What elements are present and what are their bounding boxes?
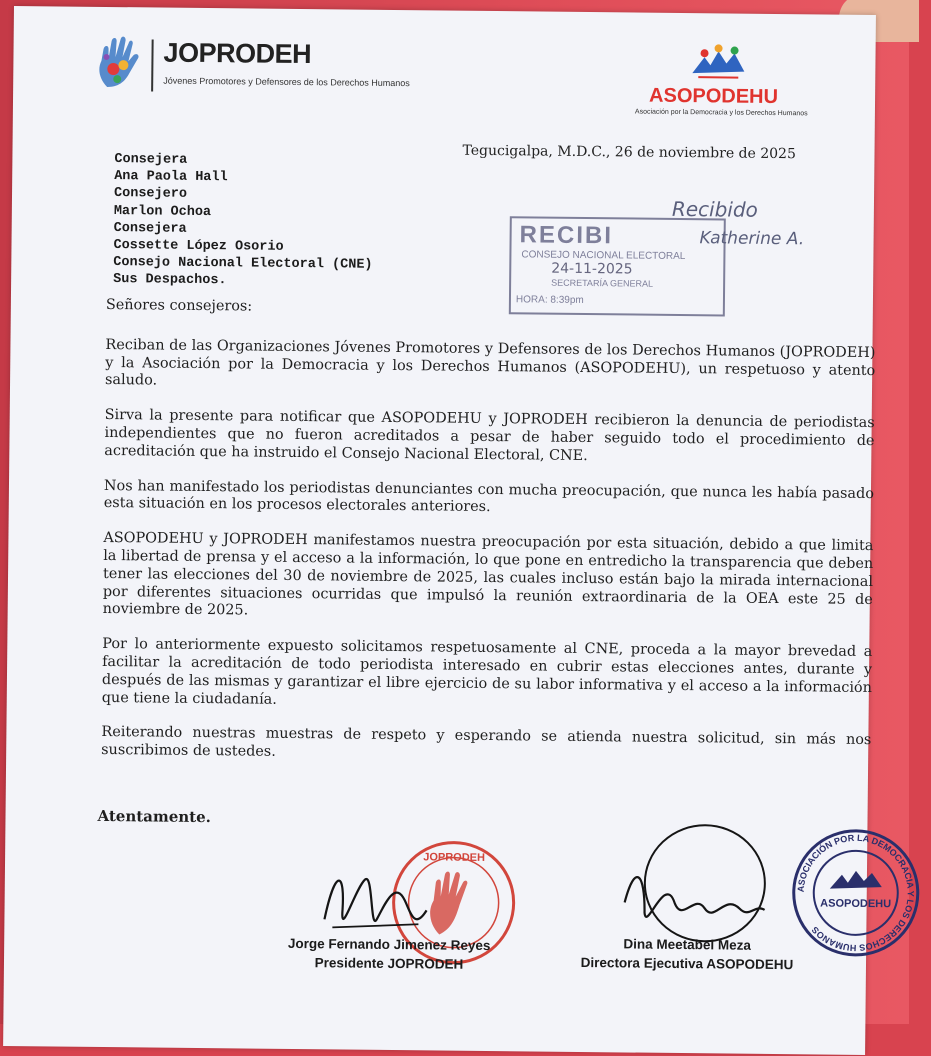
joprodeh-logo bbox=[93, 35, 494, 109]
joprodeh-name: JOPRODEH bbox=[163, 37, 312, 70]
addressee-line: Consejero bbox=[113, 186, 188, 203]
signatory-name: Jorge Fernando Jimenez Reyes bbox=[287, 935, 491, 954]
addressee-line: Sus Despachos. bbox=[113, 272, 227, 289]
joprodeh-subtitle: Jóvenes Promotores y Defensores de los Derechos Humanos bbox=[163, 75, 410, 89]
body-paragraph: ASOPODEHU y JOPRODEH manifestamos nuestra preocupación por esta situación, debido a que limita la libertad de prensa y el acceso a la información, lo que pone en entredicho la transparencia que deben tener las elecciones del 30 de noviembre de 2025, las cuales incluso están bajo la mirada internacional por diferentes situaciones ocurridas que impulsó la reunión extraordinaria de la OEA este 25 de noviembre de 2025. bbox=[102, 530, 874, 619]
letter-page bbox=[3, 6, 916, 1055]
addressee-line: Consejera bbox=[114, 152, 188, 168]
addressee-line: Marlon Ochoa bbox=[113, 203, 212, 220]
signatory-title: Presidente JOPRODEH bbox=[314, 955, 464, 972]
stamp-hour: HORA: 8:39pm bbox=[515, 294, 584, 306]
body-paragraph: Sirva la presente para notificar que ASOPODEHU y JOPRODEH recibieron la denuncia de periodistas independientes que no fueron acreditados a pesar de haber seguido todo el procedimiento de acreditación que ha instruido el Consejo Nacional Electoral, CNE. bbox=[104, 407, 875, 464]
signatory-right bbox=[552, 934, 822, 975]
addressee-line: Ana Paola Hall bbox=[114, 169, 228, 186]
logo-divider bbox=[151, 39, 154, 91]
blue-seal-ring-text: ASOCIACIÓN POR LA DEMOCRACIA Y LOS DERECHOS HUMANOS bbox=[795, 832, 916, 953]
letter-date: Tegucigalpa, M.D.C., 26 de noviembre de 2025 bbox=[462, 142, 797, 163]
addressee-block bbox=[113, 151, 374, 291]
blue-seal-label: ASOPODEHU bbox=[820, 897, 892, 911]
red-seal-label: JOPRODEH bbox=[423, 851, 486, 864]
asopodehu-logo bbox=[633, 42, 824, 124]
salutation: Señores consejeros: bbox=[105, 296, 253, 315]
asopodehu-name: ASOPODEHU bbox=[648, 84, 779, 109]
asopodehu-subtitle: Asociación por la Democracia y los Derechos Humanos bbox=[634, 108, 808, 118]
addressee-line: Consejera bbox=[113, 220, 187, 237]
body-paragraph: Por lo anteriormente expuesto solicitamos respetuosamente al CNE, proceda a la mayor brevedad a facilitar la acreditación de todo periodista interesado en cubrir estas elecciones antes, durante y después de las mismas y garantizar el libre ejercicio de su labor informativa y el acceso a la información que tiene la ciudadanía. bbox=[101, 636, 873, 708]
painted-hand-icon bbox=[93, 35, 146, 92]
letter-body bbox=[101, 297, 876, 785]
stamp-institution: CONSEJO NACIONAL ELECTORAL bbox=[521, 249, 686, 263]
body-paragraph: Reiterando nuestras muestras de respeto y esperando se atienda nuestra solicitud, sin más nos suscribimos de ustedes. bbox=[101, 724, 872, 760]
body-paragraph: Nos han manifestado los periodistas denunciantes con mucha preocupación, que nunca les había pasado esta situación en los procesos electorales anteriores. bbox=[103, 477, 875, 516]
stamp-title: RECIBI bbox=[519, 221, 614, 250]
handwritten-received-note: Recibido bbox=[671, 196, 758, 222]
stamp-department: SECRETARÍA GENERAL bbox=[551, 277, 654, 289]
signatory-left bbox=[254, 934, 524, 975]
people-group-icon bbox=[688, 43, 748, 82]
signatory-title: Directora Ejecutiva ASOPODEHU bbox=[580, 954, 794, 973]
addressee-line: Consejo Nacional Electoral (CNE) bbox=[113, 255, 373, 273]
body-paragraph: Reciban de las Organizaciones Jóvenes Promotores y Defensores de los Derechos Humanos (JOPRODEH) y la Asociación por la Democracia y los Derechos Humanos (ASOPODEHU), un respetuoso y atento saludo. bbox=[105, 336, 876, 389]
handwritten-receiver-name: Katherine A. bbox=[699, 228, 805, 250]
stamp-date: 24-11-2025 bbox=[551, 260, 633, 278]
signatory-name: Dina Meetabel Meza bbox=[623, 936, 752, 953]
addressee-line: Cossette López Osorio bbox=[113, 238, 284, 255]
closing-line: Atentamente. bbox=[97, 806, 212, 827]
